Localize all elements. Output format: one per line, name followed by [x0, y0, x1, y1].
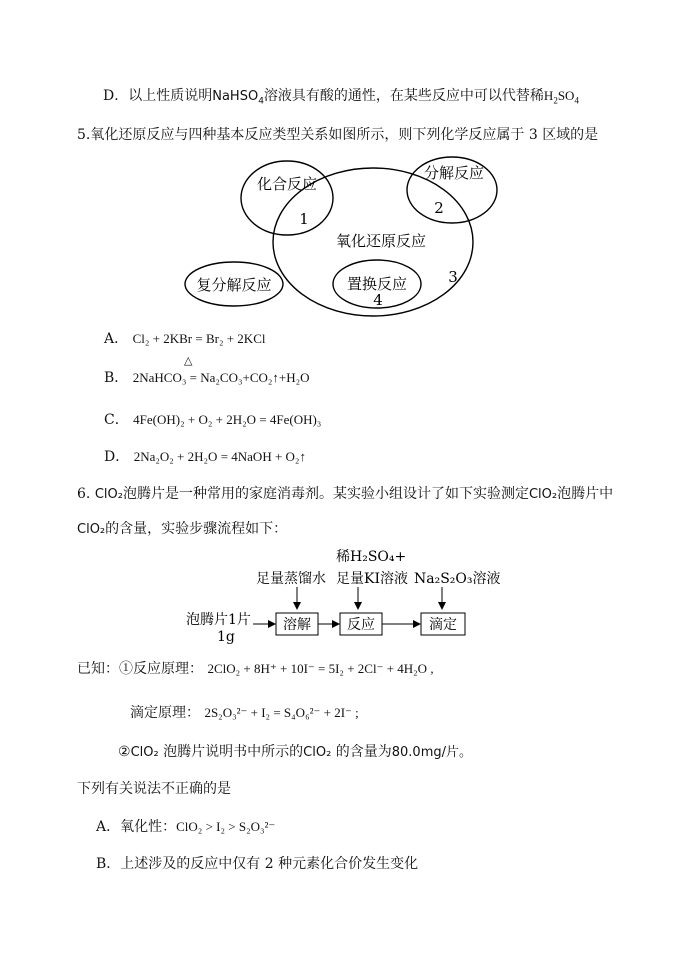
step-dissolve: 溶解 [283, 617, 311, 633]
input-label: 泡腾片1片 [186, 612, 251, 628]
combination-ellipse [241, 161, 333, 235]
reagent2-line2: 足量KI溶液 [336, 571, 408, 587]
decomposition-label: 分解反应 [423, 164, 485, 182]
combination-label: 化合反应 [256, 175, 318, 193]
region-4: 4 [373, 291, 383, 309]
step-titrate: 滴定 [429, 617, 457, 633]
q6-stem-line2: ClO₂的含量，实验步骤流程如下： [77, 521, 288, 537]
reagent3-label: Na₂S₂O₃溶液 [414, 571, 501, 587]
q5-option-a: A． Cl₂ + 2KBr = Br₂ + 2KCl [104, 331, 266, 347]
q6-reaction-principle: 已知：①反应原理： 2ClO₂ + 8H⁺ + 10I⁻ = 5I₂ + 2Cl⁻ + 4H₂O , [77, 661, 434, 677]
region-2: 2 [434, 199, 444, 217]
q5-stem: 5.氧化还原反应与四种基本反应类型关系如图所示，则下列化学反应属于 3 区域的是 [77, 127, 599, 143]
redox-label: 氧化还原反应 [335, 232, 427, 250]
q6-option-b: B．上述涉及的反应中仅有 2 种元素化合价发生变化 [96, 856, 419, 872]
reagent1-label: 足量蒸馏水 [256, 571, 326, 587]
q6-titration-principle: 滴定原理： 2S₂O₃²⁻ + I₂ = S₄O₆²⁻ + 2I⁻ ; [130, 705, 359, 721]
q5-option-b: B． 2NaHCO₃ = Na₂CO₃+CO₂↑+H₂O [104, 370, 310, 386]
q6-note: ②ClO₂ 泡腾片说明书中所示的ClO₂ 的含量为80.0mg/片。 [118, 744, 472, 760]
region-3: 3 [448, 268, 458, 286]
experiment-flowchart [180, 545, 520, 650]
q6-stem-line1: 6. ClO₂泡腾片是一种常用的家庭消毒剂。某实验小组设计了如下实验测定ClO₂泡腾片中 [77, 486, 614, 502]
q6-option-a: A．氧化性：ClO₂ > I₂ > S₂O₃²⁻ [96, 819, 276, 835]
input-mass: 1g [217, 629, 235, 645]
region-1: 1 [299, 210, 309, 228]
q4-option-d: D．以上性质说明NaHSO$_4$溶液具有酸的通性，在某些反应中可以代替稀$H_2SO_4$ [103, 88, 579, 107]
q5-option-c: C． 4Fe(OH)₂ + O₂ + 2H₂O = 4Fe(OH)₃ [104, 412, 322, 428]
double-decomposition-label: 复分解反应 [196, 276, 272, 294]
step-react: 反应 [347, 617, 375, 633]
heat-delta-symbol: △ [184, 354, 193, 367]
q6-question: 下列有关说法不正确的是 [77, 781, 231, 797]
displacement-label: 置换反应 [346, 275, 408, 293]
q5-option-d: D． 2Na₂O₂ + 2H₂O = 4NaOH + O₂↑ [104, 449, 306, 465]
reagent2-line1: 稀H₂SO₄+ [336, 549, 407, 565]
venn-diagram [180, 152, 510, 322]
